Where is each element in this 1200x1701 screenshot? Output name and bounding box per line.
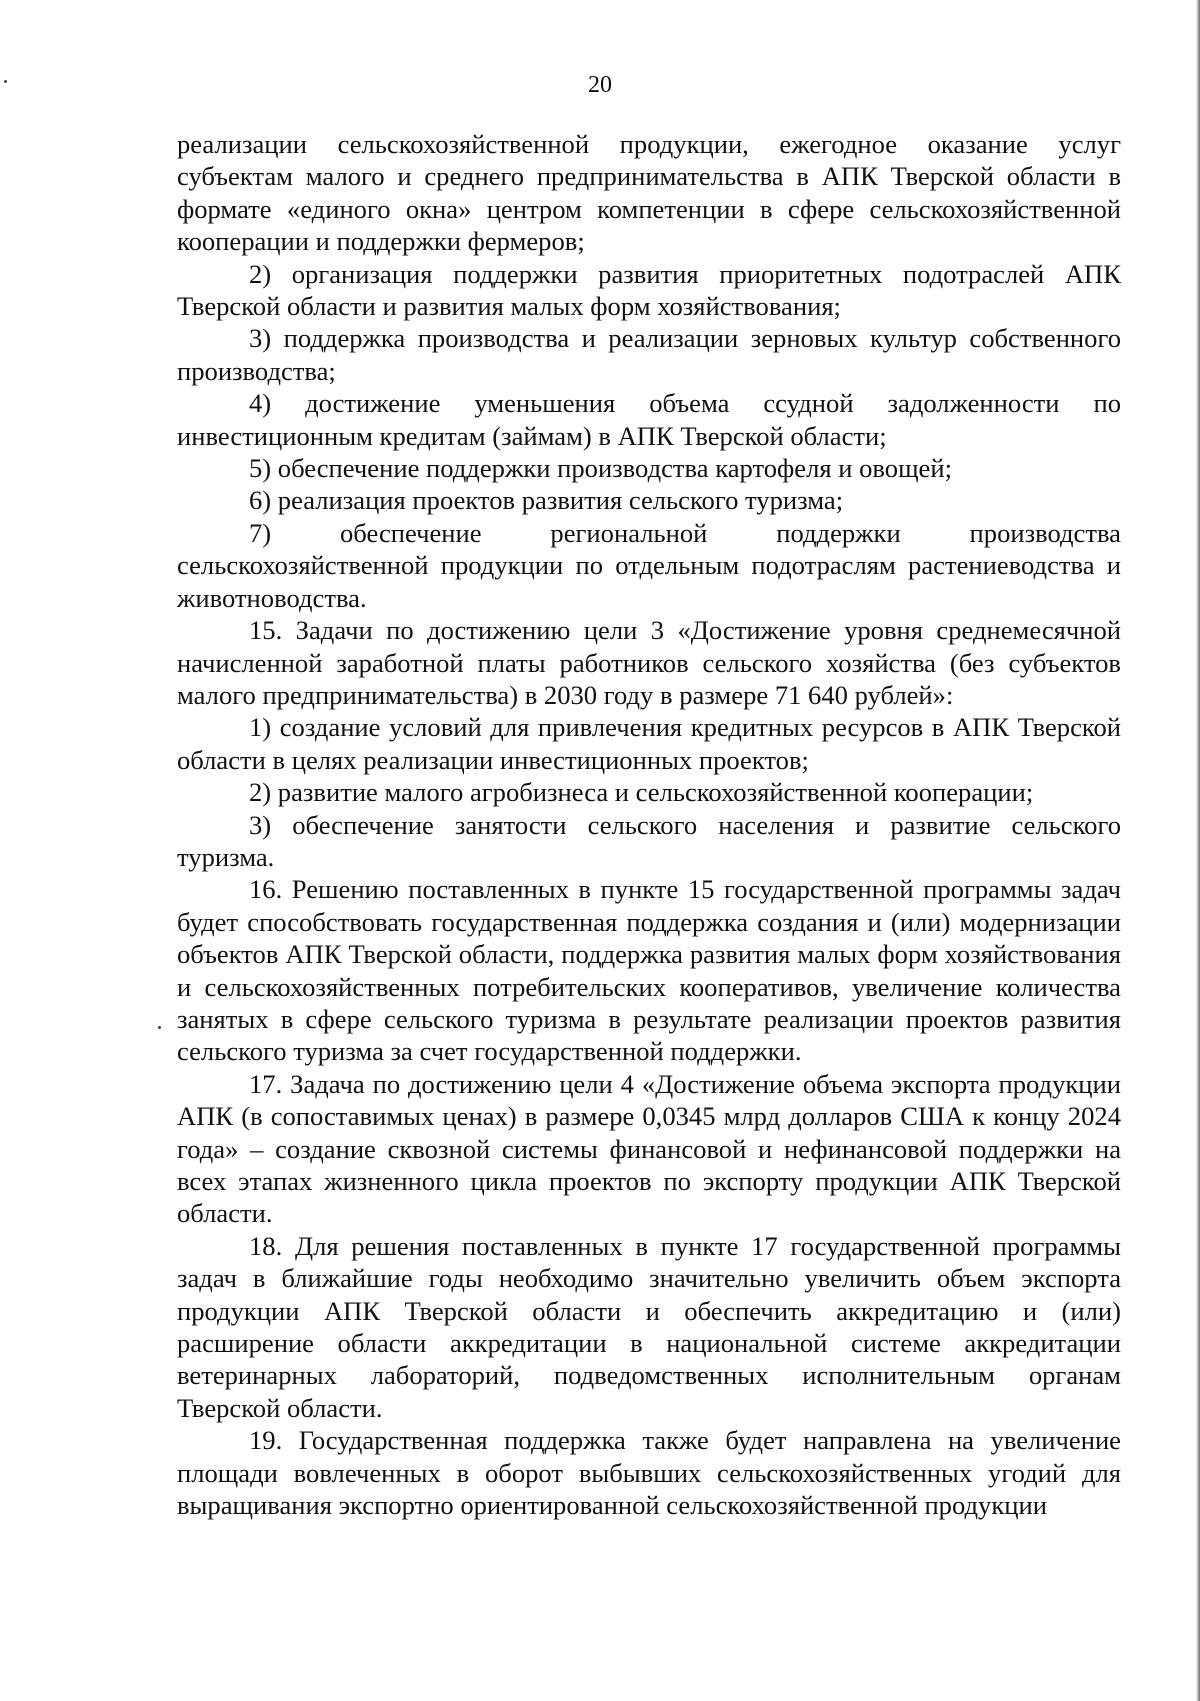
list-item-2: 2) организация поддержки развития приоритетных подотраслей АПК Тверской области и развития малых форм хозяйствования; <box>177 258 1121 322</box>
paragraph-18: 18. Для решения поставленных в пункте 17 государственной программы задач в ближайшие годы необходимо значительно увеличить объем экспорта продукции АПК Тверской области и обеспечить аккредитацию и (или) расширение области аккредитации в национальной системе аккредитации ветеринарных лабораторий, подведомственных исполнительным органам Тверской области. <box>177 1230 1121 1423</box>
paragraph-15-item-3: 3) обеспечение занятости сельского населения и развитие сельского туризма. <box>177 809 1121 872</box>
paragraph-15: 15. Задачи по достижению цели 3 «Достижение уровня среднемесячной начисленной заработной платы работников сельского хозяйства (без субъектов малого предпринимательства) в 2030 году в размере 71 640 рублей»: <box>177 615 1121 710</box>
page-number: 20 <box>588 72 612 98</box>
scan-speck <box>158 1026 161 1029</box>
document-body <box>177 128 1121 1521</box>
list-item-5: 5) обеспечение поддержки производства картофеля и овощей; <box>249 453 952 484</box>
list-item-3: 3) поддержка производства и реализации зерновых культур собственного производства; <box>177 323 1121 386</box>
list-item-6: 6) реализация проектов развития сельского туризма; <box>249 485 844 516</box>
list-item-7: 7) обеспечение региональной поддержки производства сельскохозяйственной продукции по отдельным подотраслям растениеводства и животноводства. <box>177 517 1121 613</box>
scan-edge <box>1196 0 1200 1701</box>
paragraph-continuation: реализации сельскохозяйственной продукции, ежегодное оказание услуг субъектам малого и среднего предпринимательства в АПК Тверской области в формате «единого окна» центром компетенции в сфере сельскохозяйственной кооперации и поддержки фермеров; <box>177 129 1121 257</box>
paragraph-16: 16. Решению поставленных в пункте 15 государственной программы задач будет способствовать государственная поддержка создания и (или) модернизации объектов АПК Тверской области, поддержка развития малых форм хозяйствования и сельскохозяйственных потребительских кооперативов, увеличение количества занятых в сфере сельского туризма в результате реализации проектов развития сельского туризма за счет государственной поддержки. <box>177 874 1121 1067</box>
paragraph-15-item-1: 1) создание условий для привлечения кредитных ресурсов в АПК Тверской области в целях реализации инвестиционных проектов; <box>177 712 1121 775</box>
scan-speck <box>4 80 7 83</box>
paragraph-17: 17. Задача по достижению цели 4 «Достижение объема экспорта продукции АПК (в сопоставимых ценах) в размере 0,0345 млрд долларов США к концу 2024 года» – создание сквозной системы финансовой и нефинансовой поддержки на всех этапах жизненного цикла проектов по экспорту продукции АПК Тверской области. <box>177 1068 1121 1229</box>
paragraph-15-item-2: 2) развитие малого агробизнеса и сельскохозяйственной кооперации; <box>249 777 1034 808</box>
list-item-4: 4) достижение уменьшения объема ссудной задолженности по инвестиционным кредитам (займам) в АПК Тверской области; <box>177 388 1121 451</box>
paragraph-19: 19. Государственная поддержка также будет направлена на увеличение площади вовлеченных в оборот выбывших сельскохозяйственных угодий для выращивания экспортно ориентированной сельскохозяйственной продукции <box>177 1425 1121 1521</box>
